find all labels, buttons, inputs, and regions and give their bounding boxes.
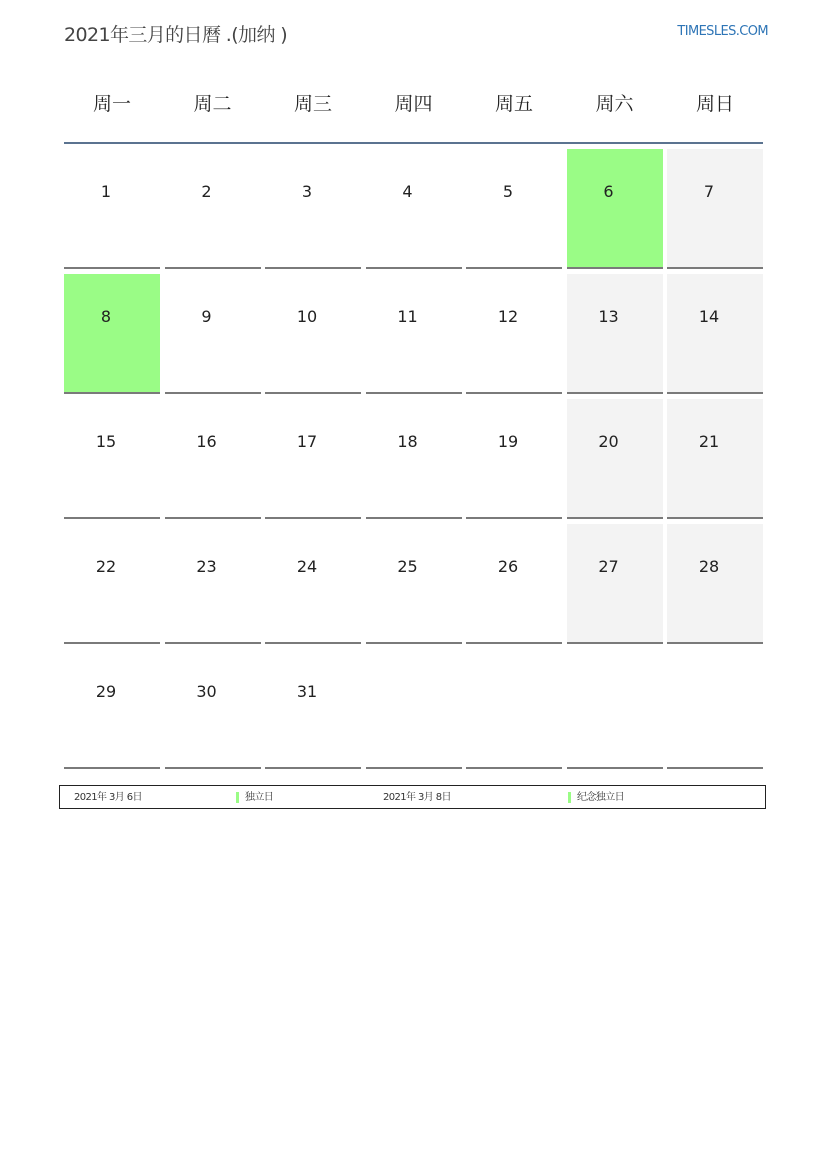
day-cell bbox=[265, 399, 361, 519]
weekday-mon: 周一 bbox=[92, 93, 131, 115]
day-cell bbox=[667, 149, 763, 269]
legend-color-mark-1 bbox=[236, 792, 239, 803]
day-number: 25 bbox=[397, 557, 418, 576]
day-number: 28 bbox=[698, 557, 720, 576]
legend-color-mark-2 bbox=[568, 792, 571, 803]
day-number: 16 bbox=[196, 432, 217, 451]
day-cell bbox=[165, 149, 261, 269]
day-number: 5 bbox=[502, 182, 514, 201]
day-number: 26 bbox=[497, 557, 519, 576]
day-cell bbox=[667, 524, 763, 644]
day-cell bbox=[366, 524, 462, 644]
weekday-header-row bbox=[64, 84, 763, 124]
day-cell bbox=[165, 649, 261, 769]
weekday-thu: 周四 bbox=[394, 93, 433, 115]
weekday-sun: 周日 bbox=[695, 93, 734, 115]
page-title: 2021年三月的日曆 .(加纳 ) bbox=[64, 24, 288, 46]
day-cell bbox=[466, 274, 562, 394]
day-number: 8 bbox=[100, 307, 112, 326]
holiday-day-cell bbox=[64, 274, 160, 394]
day-cell bbox=[265, 649, 361, 769]
day-cell bbox=[567, 524, 663, 644]
legend-name-1: 独立日 bbox=[245, 792, 274, 803]
day-number: 23 bbox=[196, 557, 217, 576]
day-cell bbox=[567, 274, 663, 394]
day-cell bbox=[64, 149, 160, 269]
day-cell bbox=[64, 649, 160, 769]
day-cell bbox=[466, 524, 562, 644]
empty-day-cell bbox=[667, 649, 763, 769]
day-number: 7 bbox=[703, 182, 715, 201]
day-number: 31 bbox=[296, 682, 318, 701]
day-cell bbox=[64, 399, 160, 519]
day-cell bbox=[466, 399, 562, 519]
day-number: 14 bbox=[698, 307, 720, 326]
legend-date-1: 2021年 3月 6日 bbox=[74, 792, 142, 803]
day-number: 21 bbox=[698, 432, 720, 451]
day-number: 19 bbox=[497, 432, 519, 451]
legend-name-2: 纪念独立日 bbox=[577, 792, 624, 803]
day-cell bbox=[265, 524, 361, 644]
holiday-legend bbox=[59, 785, 766, 809]
day-number: 18 bbox=[397, 432, 418, 451]
day-number: 9 bbox=[201, 307, 212, 326]
day-cell bbox=[165, 274, 261, 394]
day-cell bbox=[466, 149, 562, 269]
day-number: 15 bbox=[95, 432, 117, 451]
day-cell bbox=[165, 399, 261, 519]
day-number: 3 bbox=[301, 182, 313, 201]
day-number: 6 bbox=[603, 182, 614, 201]
weekday-fri: 周五 bbox=[494, 93, 533, 115]
day-cell bbox=[366, 399, 462, 519]
day-cell bbox=[667, 274, 763, 394]
day-cell bbox=[265, 274, 361, 394]
day-number: 29 bbox=[95, 682, 117, 701]
day-number: 12 bbox=[497, 307, 519, 326]
weekday-wed: 周三 bbox=[293, 93, 332, 115]
legend-date-2: 2021年 3月 8日 bbox=[383, 792, 451, 803]
day-number: 22 bbox=[95, 557, 117, 576]
day-cell bbox=[64, 524, 160, 644]
weekday-tue: 周二 bbox=[193, 93, 232, 115]
day-cell bbox=[366, 149, 462, 269]
day-number: 10 bbox=[296, 307, 318, 326]
day-number: 17 bbox=[296, 432, 318, 451]
day-number: 2 bbox=[201, 182, 212, 201]
day-number: 24 bbox=[296, 557, 318, 576]
empty-day-cell bbox=[466, 649, 562, 769]
day-cell bbox=[366, 274, 462, 394]
day-cell bbox=[165, 524, 261, 644]
empty-day-cell bbox=[567, 649, 663, 769]
weekday-sat: 周六 bbox=[595, 93, 634, 115]
day-number: 11 bbox=[397, 307, 418, 326]
day-number: 1 bbox=[100, 182, 112, 201]
header-divider bbox=[64, 142, 763, 144]
day-number: 27 bbox=[598, 557, 619, 576]
day-cell bbox=[667, 399, 763, 519]
day-number: 20 bbox=[598, 432, 619, 451]
day-cell bbox=[265, 149, 361, 269]
holiday-day-cell bbox=[567, 149, 663, 269]
day-number: 13 bbox=[598, 307, 619, 326]
empty-day-cell bbox=[366, 649, 462, 769]
day-number: 4 bbox=[402, 182, 413, 201]
day-number: 30 bbox=[196, 682, 217, 701]
day-cell bbox=[567, 399, 663, 519]
site-link[interactable]: TIMESLES.COM bbox=[677, 24, 768, 39]
